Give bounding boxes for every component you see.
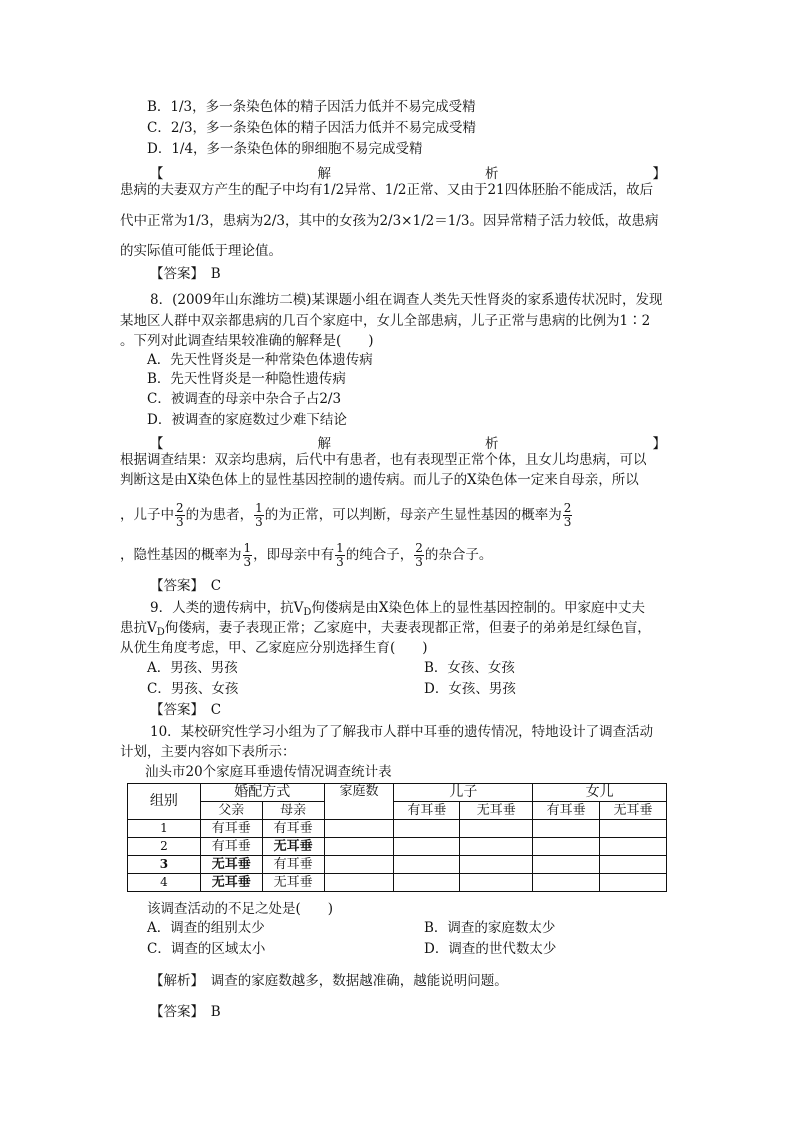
table-header-mother: 母亲	[262, 802, 324, 820]
table-header-group: 组别	[128, 784, 201, 820]
table-row: 4 无耳垂 无耳垂	[128, 874, 667, 892]
q10-option-a: A．调查的组别太少	[147, 920, 265, 936]
q10-question: 该调查活动的不足之处是( )	[147, 901, 334, 917]
q10-option-b: B．调查的家庭数太少	[424, 920, 556, 936]
fraction-two-thirds: $\frac{2}{3}$	[415, 540, 423, 569]
table-row: 1 有耳垂 有耳垂	[128, 820, 667, 838]
fraction-one-third: $\frac{1}{3}$	[255, 500, 263, 529]
fraction-one-third: $\frac{1}{3}$	[243, 540, 252, 569]
q8-analysis-line3: ，儿子中 $\frac{2}{3}$ 的为患者， $\frac{1}{3}$ 的为正常，可以判断，母亲产生显性基因的概率为 $\frac{2}{3}$	[120, 500, 572, 529]
table-header-daughter: 女儿	[533, 784, 667, 802]
table-header-father: 父亲	[200, 802, 262, 820]
table-header-son: 儿子	[394, 784, 533, 802]
q7-analysis-line2: 代中正常为1/3，患病为2/3，其中的女孩为2/3×1/2＝1/3。因异常精子活力较低，故患病	[120, 213, 659, 229]
survey-table	[127, 783, 667, 892]
q9-answer: 【答案】 C	[150, 702, 222, 718]
q8-option-d: D．被调查的家庭数过少难下结论	[147, 412, 347, 428]
q9-option-c: C．男孩、女孩	[147, 681, 239, 697]
fraction-one-third: $\frac{1}{3}$	[336, 540, 344, 569]
table-header-son-has: 有耳垂	[394, 802, 460, 820]
fraction-two-thirds: $\frac{2}{3}$	[176, 500, 184, 529]
q7-option-c: C．2/3，多一条染色体的精子因活力低并不易完成受精	[147, 120, 477, 136]
table-header-daughter-has: 有耳垂	[533, 802, 600, 820]
q7-analysis-label: 【 解 析 】	[150, 166, 666, 182]
q10-option-d: D．调查的世代数太少	[424, 941, 557, 957]
q8-answer: 【答案】 C	[150, 578, 222, 594]
q10-option-c: C．调查的区域太小	[147, 941, 266, 957]
fraction-two-thirds: $\frac{2}{3}$	[563, 500, 572, 529]
q7-option-d: D．1/4，多一条染色体的卵细胞不易完成受精	[147, 141, 423, 157]
q8-analysis-line4: ，隐性基因的概率为 $\frac{1}{3}$ ，即母亲中有 $\frac{1}{3}$ 的纯合子， $\frac{2}{3}$ 的杂合子。	[120, 540, 493, 569]
q7-answer: 【答案】 B	[150, 266, 221, 282]
q8-analysis-line1: 根据调查结果：双亲均患病，后代中有患者，也有表现型正常个体，且女儿均患病，可以	[120, 452, 647, 468]
q8-option-c: C．被调查的母亲中杂合子占2/3	[147, 391, 342, 407]
q8-stem-line1: 8．(2009年山东潍坊二模)某课题小组在调查人类先天性肾炎的家系遗传状况时，发现	[150, 292, 663, 308]
q10-stem-line1: 10．某校研究性学习小组为了了解我市人群中耳垂的遗传情况，特地设计了调查活动	[150, 724, 654, 740]
q8-option-a: A．先天性肾炎是一种常染色体遗传病	[147, 352, 373, 368]
q9-stem-line1: 9．人类的遗传病中，抗$V_D$佝偻病是由X染色体上的显性基因控制的。甲家庭中丈夫	[150, 600, 645, 618]
q9-option-b: B．女孩、女孩	[424, 660, 515, 676]
table-row: 3 无耳垂 有耳垂	[128, 856, 667, 874]
q8-stem-line2: 某地区人群中双亲都患病的几百个家庭中，女儿全部患病，儿子正常与患病的比例为1∶2	[120, 313, 651, 329]
q7-analysis-line3: 的实际值可能低于理论值。	[120, 243, 282, 259]
q10-answer: 【答案】 B	[150, 1004, 221, 1020]
q9-stem-line3: 从优生角度考虑，甲、乙家庭应分别选择生育( )	[120, 640, 428, 656]
table-header-daughter-none: 无耳垂	[600, 802, 667, 820]
q8-analysis-line2: 判断这是由X染色体上的显性基因控制的遗传病。而儿子的X染色体一定来自母亲，所以	[120, 472, 639, 488]
table-header-families: 家庭数	[324, 784, 394, 820]
q10-stem-line2: 计划，主要内容如下表所示：	[120, 744, 296, 760]
table-row: 2 有耳垂 无耳垂	[128, 838, 667, 856]
q10-analysis: 【解析】 调查的家庭数越多，数据越准确，越能说明问题。	[150, 973, 508, 989]
q7-option-b: B．1/3，多一条染色体的精子因活力低并不易完成受精	[147, 99, 476, 115]
table-header-son-none: 无耳垂	[460, 802, 533, 820]
q8-option-b: B．先天性肾炎是一种隐性遗传病	[147, 371, 346, 387]
q9-option-a: A．男孩、男孩	[147, 660, 238, 676]
q8-analysis-label: 【 解 析 】	[150, 436, 666, 452]
q9-option-d: D．女孩、男孩	[424, 681, 516, 697]
q10-table-title: 汕头市20个家庭耳垂遗传情况调查统计表	[145, 764, 392, 780]
table-header-marriage: 婚配方式	[200, 784, 324, 802]
q7-analysis-line1: 患病的夫妻双方产生的配子中均有1/2异常、1/2正常、又由于21四体胚胎不能成活，故后	[120, 182, 654, 198]
q8-stem-line3: 。下列对此调查结果较准确的解释是( )	[120, 333, 374, 349]
q9-stem-line2: 患抗$V_D$佝偻病，妻子表现正常；乙家庭中，夫妻表现都正常，但妻子的弟弟是红绿色盲，	[120, 620, 651, 638]
